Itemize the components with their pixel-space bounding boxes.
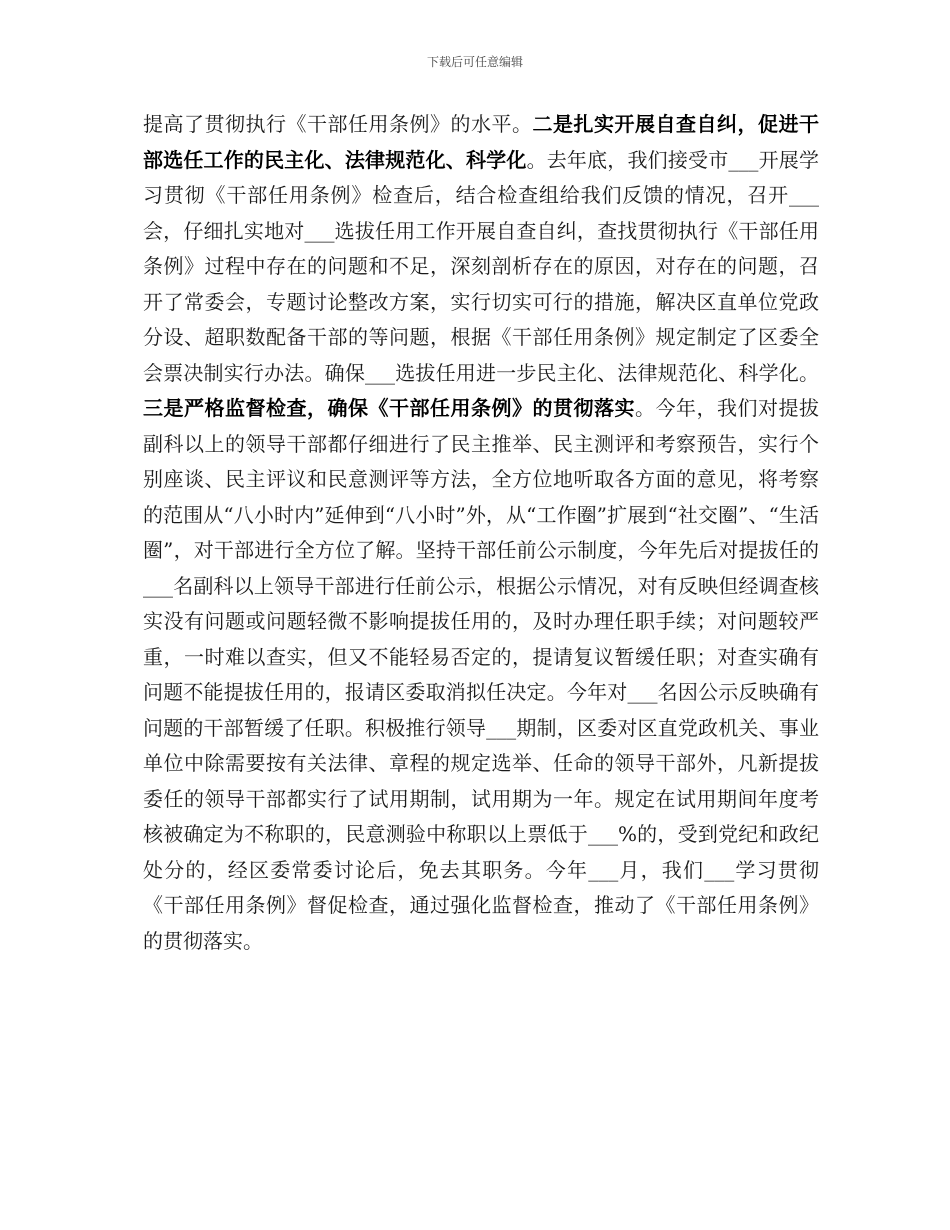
- body-text-segment: 。今年，我们对提拔副科以上的领导干部都仔细进行了民主推举、民主测评和考察预告，实行个别座谈、民主评议和民意测评等方法，全方位地听取各方面的意见，将考察的范围从“八小时内”延伸到“八小时”外，从“工作圈”扩展到“社交圈”、“生活圈”，对干部进行全方位了解。坚持干部任前公示制度，今年先后对提拔任的___名副科以上领导干部进行任前公示，根据公示情况，对有反映但经调查核实没有问题或问题轻微不影响提拔任用的，及时办理任职手续；对问题较严重，一时难以查实，但又不能轻易否定的，提请复议暂缓任职；对查实确有问题不能提拔任用的，报请区委取消拟任决定。今年对___名因公示反映确有问题的干部暂缓了任职。积极推行领导___期制，区委对区直党政机关、事业单位中除需要按有关法律、章程的规定选举、任命的领导干部外，凡新提拔委任的领导干部都实行了试用期制，试用期为一年。规定在试用期间年度考核被确定为不称职的，民意测验中称职以上票低于___%的，受到党纪和政纪处分的，经区委常委讨论后，免去其职务。今年___月，我们___学习贯彻《干部任用条例》督促检查，通过强化监督检查，推动了《干部任用条例》的贯彻落实。: [143, 396, 819, 953]
- bold-heading-segment: 二是扎实开展自查自纠，促进干部选任工作的民主化、法律规范化、科学化: [143, 112, 819, 172]
- bold-heading-segment: 三是严格监督检查，确保《干部任用条例》的贯彻落实: [143, 396, 635, 420]
- body-text-segment: 。去年底，我们接受市___开展学习贯彻《干部任用条例》检查后，结合检查组给我们反馈的情况，召开___会，仔细扎实地对___选拔任用工作开展自查自纠，查找贯彻执行《干部任用条例》过程中存在的问题和不足，深刻剖析存在的原因，对存在的问题，召开了常委会，专题讨论整改方案，实行切实可行的措施，解决区直单位党政分设、超职数配备干部的等问题，根据《干部任用条例》规定制定了区委全会票决制实行办法。确保___选拔任用进一步民主化、法律规范化、科学化。: [143, 147, 819, 385]
- document-body: [143, 107, 819, 959]
- body-text-segment: 提高了贯彻执行《干部任用条例》的水平。: [143, 112, 533, 136]
- page-header-note: 下载后可任意编辑: [426, 55, 523, 69]
